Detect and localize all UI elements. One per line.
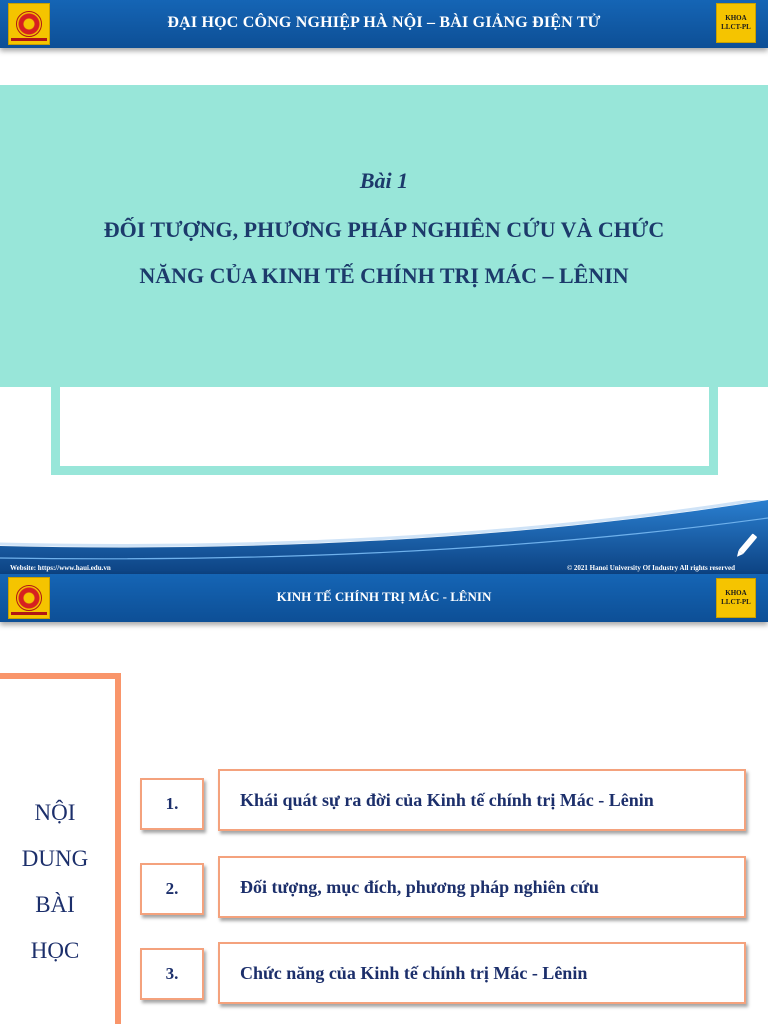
- item-number-3: 3.: [140, 948, 204, 1000]
- title-frame-box: [51, 387, 718, 475]
- side-label-word: BÀI: [35, 892, 75, 917]
- side-label-word: HỌC: [30, 938, 80, 963]
- lesson-content-label: [0, 790, 110, 974]
- second-header-bar: [0, 574, 768, 622]
- department-line-1: KHOA: [725, 589, 747, 597]
- lesson-heading: [40, 207, 728, 299]
- university-logo-2: [8, 577, 50, 619]
- lesson-heading-line-2: NĂNG CỦA KINH TẾ CHÍNH TRỊ MÁC – LÊNIN: [139, 263, 629, 288]
- content-item-2[interactable]: Đối tượng, mục đích, phương pháp nghiên cứu: [218, 856, 746, 918]
- item-number-2: 2.: [140, 863, 204, 915]
- department-badge-2: [716, 578, 756, 618]
- course-title: KINH TẾ CHÍNH TRỊ MÁC - LÊNIN: [276, 589, 492, 604]
- content-item-1[interactable]: Khái quát sự ra đời của Kinh tế chính trị Mác - Lênin: [218, 769, 746, 831]
- department-line-2: LLCT-PL: [721, 598, 751, 606]
- top-header-bar: [0, 0, 768, 48]
- title-panel: [0, 85, 768, 387]
- department-badge: [716, 3, 756, 43]
- department-line-1: KHOA: [725, 14, 747, 22]
- lesson-heading-line-1: ĐỐI TƯỢNG, PHƯƠNG PHÁP NGHIÊN CỨU VÀ CHỨC: [103, 217, 665, 242]
- lesson-number: Bài 1: [359, 168, 409, 193]
- item-number-1: 1.: [140, 778, 204, 830]
- header-title: ĐẠI HỌC CÔNG NGHIỆP HÀ NỘI – BÀI GIẢNG ĐIỆN TỬ: [167, 14, 601, 31]
- side-label-word: NỘI: [34, 800, 76, 825]
- university-logo: [8, 3, 50, 45]
- department-line-2: LLCT-PL: [721, 23, 751, 31]
- footer-copyright: © 2021 Hanoi University Of Industry All rights reserved: [566, 564, 735, 572]
- footer-website: Website: https://www.haui.edu.vn: [10, 564, 111, 572]
- side-label-word: DUNG: [21, 846, 89, 871]
- content-item-3[interactable]: Chức năng của Kinh tế chính trị Mác - Lênin: [218, 942, 746, 1004]
